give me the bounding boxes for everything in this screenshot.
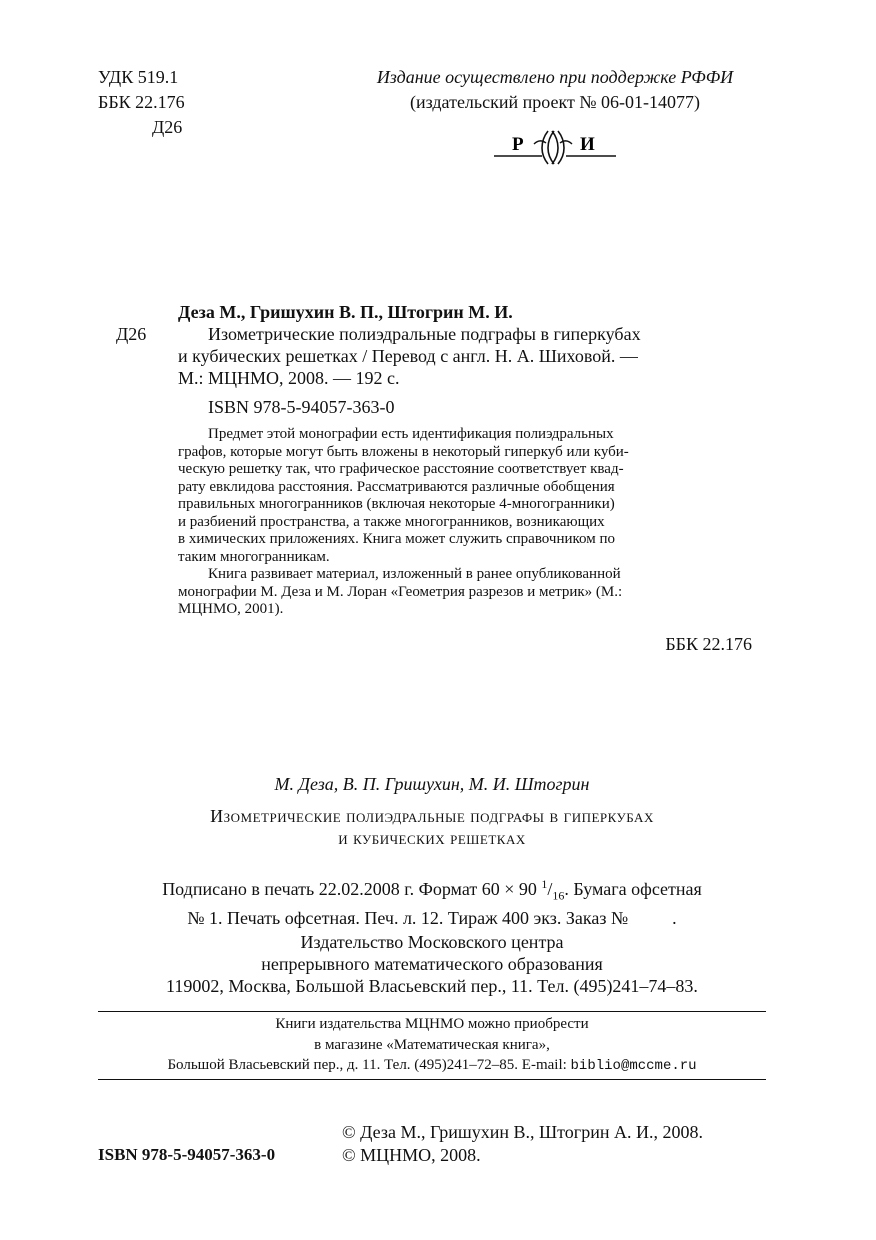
classification-block bbox=[98, 66, 185, 138]
publisher-info bbox=[98, 931, 766, 997]
abstract-line: правильных многогранников (включая некоторые 4-многогранники) bbox=[178, 496, 615, 512]
abstract-line bbox=[178, 426, 752, 444]
abstract-line: графов, которые могут быть вложены в некоторый гиперкуб или куби- bbox=[178, 443, 629, 460]
print-line-1: Подписано в печать 22.02.2008 г. Формат 60 × 90 $^1/_{16}$. Бумага офсетная bbox=[162, 877, 702, 903]
copyright-2: © МЦНМО, 2008. bbox=[342, 1145, 481, 1165]
rule-top bbox=[98, 1011, 766, 1012]
imprint-title-line-1: Изометрические полиэдральные подграфы в гиперкубах bbox=[210, 806, 654, 826]
imprint-authors: М. Деза, В. П. Гришухин, М. И. Штогрин bbox=[274, 774, 590, 794]
bbk-right: ББК 22.176 bbox=[665, 634, 752, 654]
imprint-title bbox=[98, 805, 766, 849]
abstract-line: в химических приложениях. Книга может служить справочником по bbox=[178, 531, 616, 547]
rffi-logo bbox=[490, 128, 620, 168]
catalog-mark: Д26 bbox=[116, 324, 147, 344]
abstract-line: Книга развивает материал, изложенный в ранее опубликованной bbox=[208, 566, 621, 582]
udk-code: УДК 519.1 bbox=[98, 67, 179, 87]
shop-email: biblio@mccme.ru bbox=[570, 1058, 697, 1074]
abstract-line: МЦНМО, 2001). bbox=[178, 601, 284, 617]
publisher-line-1: Издательство Московского центра bbox=[300, 932, 564, 952]
abstract-line: ческую решетку так, что графическое расстояние соответствует квад- bbox=[178, 461, 624, 477]
abstract-line: и разбиений пространства, а также многогранников, возникающих bbox=[178, 513, 605, 530]
support-note bbox=[340, 66, 770, 113]
support-line-2: (издательский проект № 06-01-14077) bbox=[409, 92, 700, 112]
rule-bottom bbox=[98, 1079, 766, 1080]
print-line-1-b: . Бумага офсетная bbox=[564, 879, 702, 899]
abstract bbox=[178, 426, 752, 619]
shop-line-2: в магазине «Математическая книга», bbox=[314, 1036, 550, 1053]
print-line-1-a: Подписано в печать 22.02.2008 г. Формат 60 × 90 bbox=[162, 879, 542, 899]
catalog-authors: Деза М., Гришухин В. П., Штогрин М. И. bbox=[178, 302, 513, 322]
catalog-line-1: Изометрические полиэдральные подграфы в гиперкубах bbox=[208, 324, 641, 344]
abstract-text: Предмет этой монографии есть идентификация полиэдральных bbox=[208, 426, 614, 442]
imprint-title-line-2: и кубических решетках bbox=[338, 828, 526, 848]
print-line-2-end: . bbox=[672, 907, 677, 928]
catalog-description bbox=[178, 323, 752, 389]
copyright-1: © Деза М., Гришухин В., Штогрин А. И., 2008. bbox=[342, 1122, 703, 1142]
shop-address: Большой Власьевский пер., д. 11. Тел. (495)241–72–85. E-mail: bbox=[167, 1057, 567, 1073]
support-line-1: Издание осуществлено при поддержке РФФИ bbox=[376, 67, 734, 87]
catalog-isbn: ISBN 978-5-94057-363-0 bbox=[208, 397, 395, 417]
print-line-2 bbox=[98, 907, 766, 929]
bbk-code: ББК 22.176 bbox=[98, 92, 185, 112]
print-info bbox=[98, 873, 766, 929]
shop-line-1: Книги издательства МЦНМО можно приобрести bbox=[275, 1016, 589, 1032]
footer-isbn: ISBN 978-5-94057-363-0 bbox=[98, 1145, 276, 1164]
format-numerator: 1 bbox=[541, 877, 548, 891]
format-denominator: 16 bbox=[552, 888, 565, 903]
abstract-line: монографии М. Деза и М. Лоран «Геометрия разрезов и метрик» (М.: bbox=[178, 583, 623, 600]
publisher-line-3: 119002, Москва, Большой Власьевский пер., 11. Тел. (495)241–74–83. bbox=[166, 976, 698, 996]
abstract-line: таким многогранникам. bbox=[178, 548, 330, 565]
catalog-line-3: М.: МЦНМО, 2008. — 192 с. bbox=[178, 368, 400, 388]
print-line-2-text: № 1. Печать офсетная. Печ. л. 12. Тираж 400 экз. Заказ № bbox=[187, 907, 629, 928]
abstract-line: рату евклидова расстояния. Рассматриваются различные обобщения bbox=[178, 478, 615, 495]
shop-line-3 bbox=[98, 1057, 766, 1076]
catalog-line-2: и кубических решетках / Перевод с англ. Н. А. Шиховой. — bbox=[178, 346, 638, 366]
shop-info bbox=[98, 1016, 766, 1076]
publisher-line-2: непрерывного математического образования bbox=[261, 954, 603, 974]
logo-letter-left: Р bbox=[512, 134, 524, 155]
author-mark: Д26 bbox=[152, 117, 183, 137]
rffi-logo-icon bbox=[490, 128, 620, 168]
logo-letter-right: И bbox=[580, 134, 595, 155]
